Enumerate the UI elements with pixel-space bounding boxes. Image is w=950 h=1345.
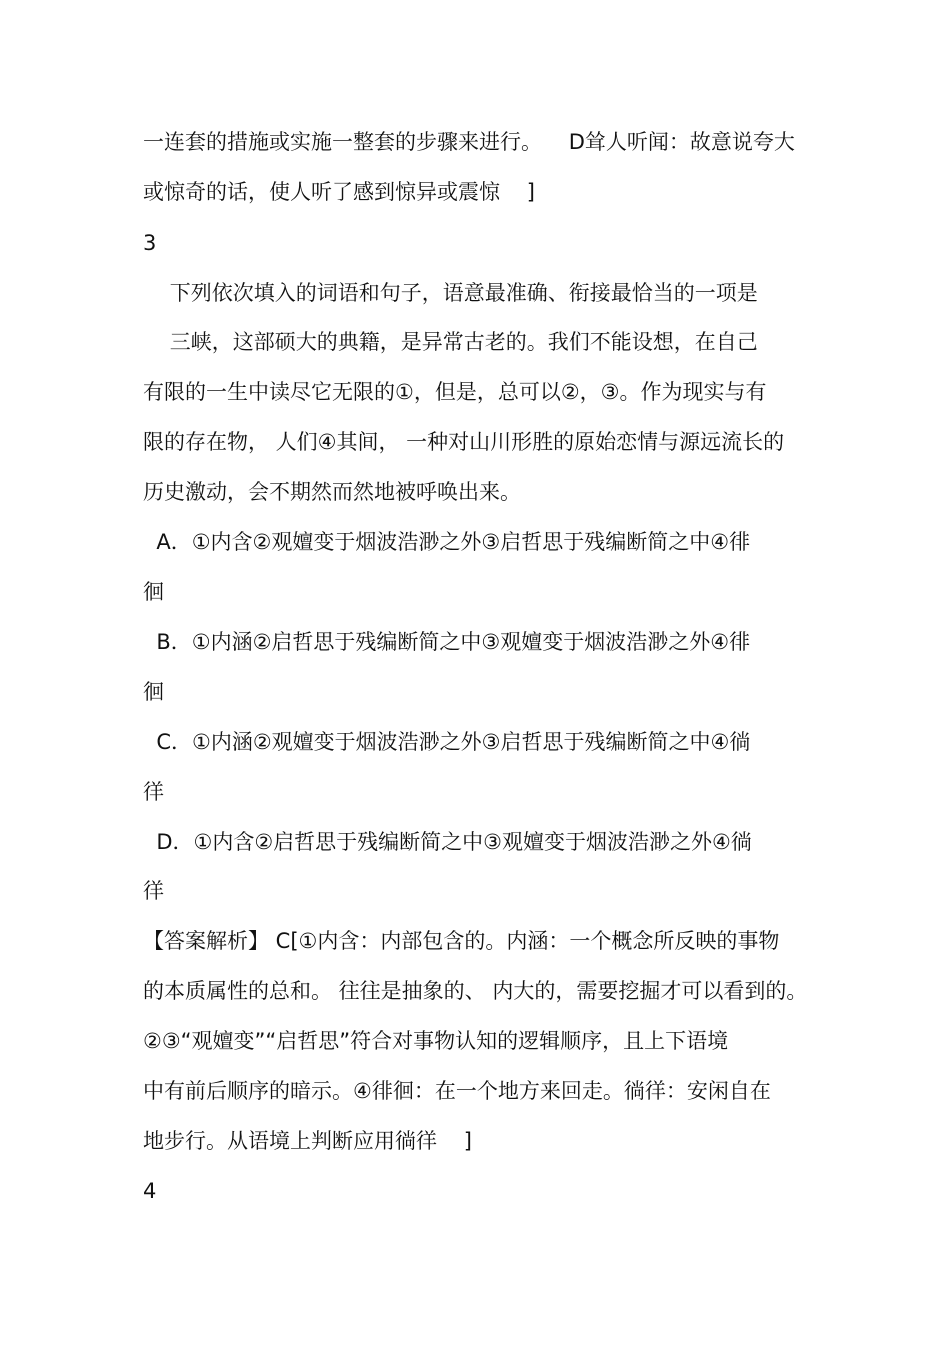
option-a: A．①内含②观嬗变于烟波浩渺之外③启哲思于残编断简之中④徘 xyxy=(143,530,751,554)
option-b-continued: 徊 xyxy=(143,680,164,704)
passage-line: 限的存在物， 人们④其间， 一种对山川形胜的原始恋情与源远流长的 xyxy=(143,430,785,454)
question-number: 4 xyxy=(143,1179,157,1203)
question-stem: 下列依次填入的词语和句子，语意最准确、衔接最恰当的一项是 xyxy=(143,281,758,305)
answer-explanation: 的本质属性的总和。 往往是抽象的、 内大的，需要挖掘才可以看到的。 xyxy=(143,979,808,1003)
passage-line: 有限的一生中读尽它无限的①，但是，总可以②，③。作为现实与有 xyxy=(143,380,767,404)
text-line: 一连套的措施或实施一整套的步骤来进行。 D耸人听闻：故意说夸大 xyxy=(143,130,795,154)
option-a-continued: 徊 xyxy=(143,580,164,604)
option-d: D．①内含②启哲思于残编断简之中③观嬗变于烟波浩渺之外④徜 xyxy=(143,830,752,854)
option-d-continued: 徉 xyxy=(143,879,164,903)
option-c-continued: 徉 xyxy=(143,780,164,804)
answer-explanation: 中有前后顺序的暗示。④徘徊：在一个地方来回走。徜徉：安闲自在 xyxy=(143,1079,771,1103)
answer-explanation: ②③“观嬗变”“启哲思”符合对事物认知的逻辑顺序，且上下语境 xyxy=(143,1029,729,1053)
option-b: B．①内涵②启哲思于残编断简之中③观嬗变于烟波浩渺之外④徘 xyxy=(143,630,751,654)
passage-line: 历史激动，会不期然而然地被呼唤出来。 xyxy=(143,480,521,504)
question-number: 3 xyxy=(143,231,157,255)
answer-explanation: 【答案解析】 C[①内含：内部包含的。内涵：一个概念所反映的事物 xyxy=(143,929,780,953)
passage-line: 三峡，这部硕大的典籍，是异常古老的。我们不能设想，在自己 xyxy=(143,330,758,354)
text-line: 或惊奇的话，使人听了感到惊异或震惊 ] xyxy=(143,180,535,204)
answer-explanation: 地步行。从语境上判断应用徜徉 ] xyxy=(143,1129,472,1153)
option-c: C．①内涵②观嬗变于烟波浩渺之外③启哲思于残编断简之中④徜 xyxy=(143,730,751,754)
